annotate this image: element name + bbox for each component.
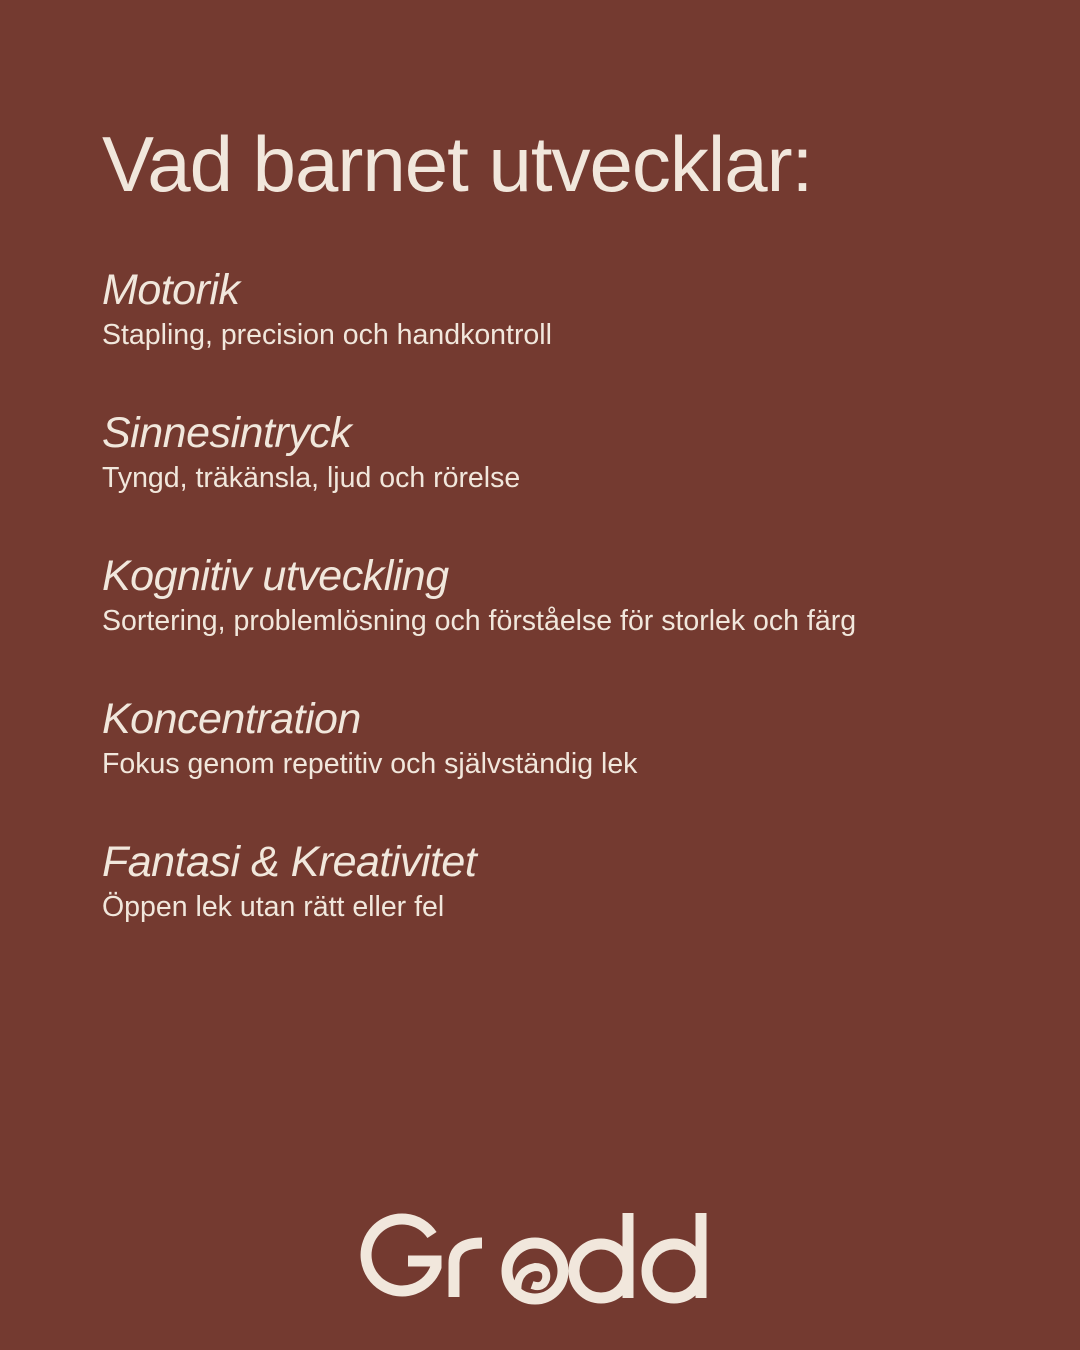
item-heading: Sinnesintryck: [102, 409, 352, 457]
list-item: [102, 691, 1002, 834]
item-description: Tyngd, träkänsla, ljud och rörelse: [102, 462, 521, 494]
list-item: [102, 548, 1002, 691]
page-title: Vad barnet utvecklar:: [102, 120, 813, 208]
item-heading: Koncentration: [102, 695, 361, 743]
item-description: Öppen lek utan rätt eller fel: [102, 891, 445, 923]
item-heading: Fantasi & Kreativitet: [102, 838, 477, 886]
list-item: [102, 262, 1002, 405]
item-description: Sortering, problemlösning och förståelse för storlek och färg: [102, 605, 857, 637]
list-item: [102, 405, 1002, 548]
list-item: [102, 834, 1002, 977]
skills-list: [102, 262, 1002, 977]
grodd-logo: [360, 1205, 720, 1315]
item-description: Fokus genom repetitiv och självständig lek: [102, 748, 638, 780]
item-description: Stapling, precision och handkontroll: [102, 319, 552, 351]
item-heading: Kognitiv utveckling: [102, 552, 449, 600]
item-heading: Motorik: [102, 266, 240, 314]
